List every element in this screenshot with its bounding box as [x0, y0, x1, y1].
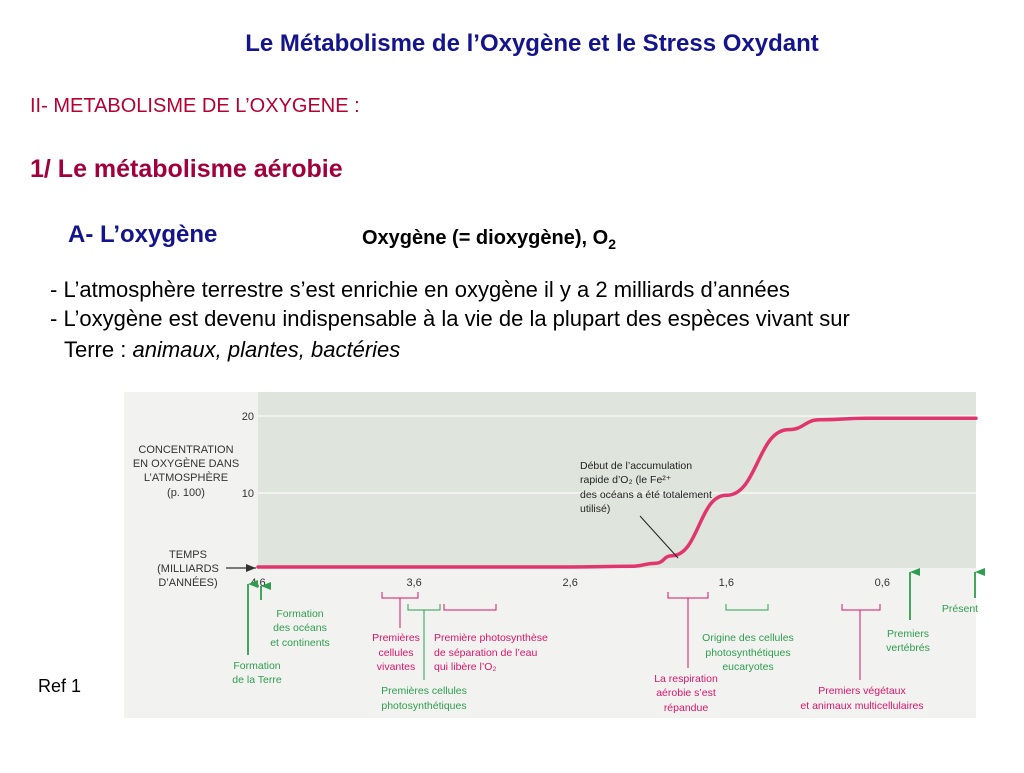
event-cellules-vivantes-line-2: vivantes: [376, 661, 416, 673]
x-label-line-0: TEMPS: [169, 549, 207, 561]
event-cellules-vivantes-line-0: Premières: [372, 632, 420, 644]
section-heading: II- METABOLISME DE L’OXYGENE :: [30, 95, 360, 117]
bullet-atmosphere: - L’atmosphère terrestre s’est enrichie en oxygène il y a 2 milliards d’années: [50, 277, 790, 302]
y-label-line-3: (p. 100): [167, 487, 205, 499]
event-formation-oceans-line-1: des océans: [273, 622, 327, 634]
annotation-line-2: des océans a été totalement: [580, 489, 712, 501]
y-label-line-1: EN OXYGÈNE DANS: [132, 458, 240, 470]
event-label-formation-oceans: [270, 608, 330, 649]
event-photosynthese-line-2: qui libère l’O₂: [434, 661, 497, 673]
event-cellules-vivantes-line-1: cellules: [378, 647, 414, 659]
event-formation-terre-line-0: Formation: [233, 660, 281, 672]
bullet-terre-label: Terre :: [64, 337, 133, 362]
bullet-species-list: animaux, plantes, bactéries: [132, 337, 401, 362]
event-respiration-line-1: aérobie s’est: [656, 687, 716, 699]
event-formation-terre-line-1: de la Terre: [232, 674, 282, 686]
x-tick-4-6: 4,6: [250, 577, 266, 589]
event-present-line-0: Présent: [941, 603, 979, 615]
x-label-line-1: (MILLIARDS: [157, 563, 219, 575]
event-cellules-photo-line-0: Premières cellules: [381, 685, 467, 697]
reference-label: Ref 1: [38, 676, 82, 696]
annotation-line-1: rapide d’O₂ (le Fe²⁺: [580, 474, 672, 486]
bullet-indispensable: - L’oxygène est devenu indispensable à la vie de la plupart des espèces vivant sur: [50, 306, 850, 331]
x-label-line-2: D’ANNÉES): [158, 577, 218, 589]
event-vertebres-line-0: Premiers: [886, 628, 930, 640]
x-tick-2-6: 2,6: [562, 577, 578, 589]
event-label-premieres-cellules-vivantes: [372, 632, 420, 673]
event-eucaryotes-line-2: eucaryotes: [722, 661, 774, 673]
event-label-present: [942, 603, 978, 615]
y-label-line-2: L’ATMOSPHÈRE: [143, 472, 229, 484]
slide-title: Le Métabolisme de l’Oxygène et le Stress Oxydant: [245, 30, 819, 57]
oxygen-formula-subscript: 2: [608, 236, 616, 252]
annotation-line-3: utilisé): [580, 503, 611, 515]
event-vertebres-line-1: vertébrés: [886, 642, 930, 654]
oxygen-heading: A- L’oxygène: [68, 221, 218, 248]
y-tick-20: 20: [241, 411, 254, 423]
y-tick-10: 10: [241, 488, 254, 500]
event-photosynthese-line-1: de séparation de l’eau: [434, 647, 538, 659]
event-vegetaux-line-1: et animaux multicellulaires: [800, 700, 924, 712]
oxygen-formula-main: Oxygène (= dioxygène), O: [362, 227, 609, 249]
subsection-heading: 1/ Le métabolisme aérobie: [30, 155, 343, 183]
event-cellules-photo-line-1: photosynthétiques: [381, 700, 467, 712]
event-formation-oceans-line-0: Formation: [276, 608, 324, 620]
annotation-line-0: Début de l’accumulation: [580, 460, 693, 472]
event-formation-oceans-line-2: et continents: [270, 637, 330, 649]
event-respiration-line-0: La respiration: [654, 673, 718, 685]
event-eucaryotes-line-1: photosynthétiques: [705, 647, 791, 659]
y-label-line-0: CONCENTRATION: [138, 444, 234, 456]
x-tick-3-6: 3,6: [406, 577, 422, 589]
event-photosynthese-line-0: Première photosynthèse: [434, 632, 548, 644]
event-eucaryotes-line-0: Origine des cellules: [702, 632, 794, 644]
x-tick-1-6: 1,6: [718, 577, 734, 589]
event-vegetaux-line-0: Premiers végétaux: [818, 685, 906, 697]
event-respiration-line-2: répandue: [663, 702, 709, 714]
x-tick-0-6: 0,6: [874, 577, 890, 589]
